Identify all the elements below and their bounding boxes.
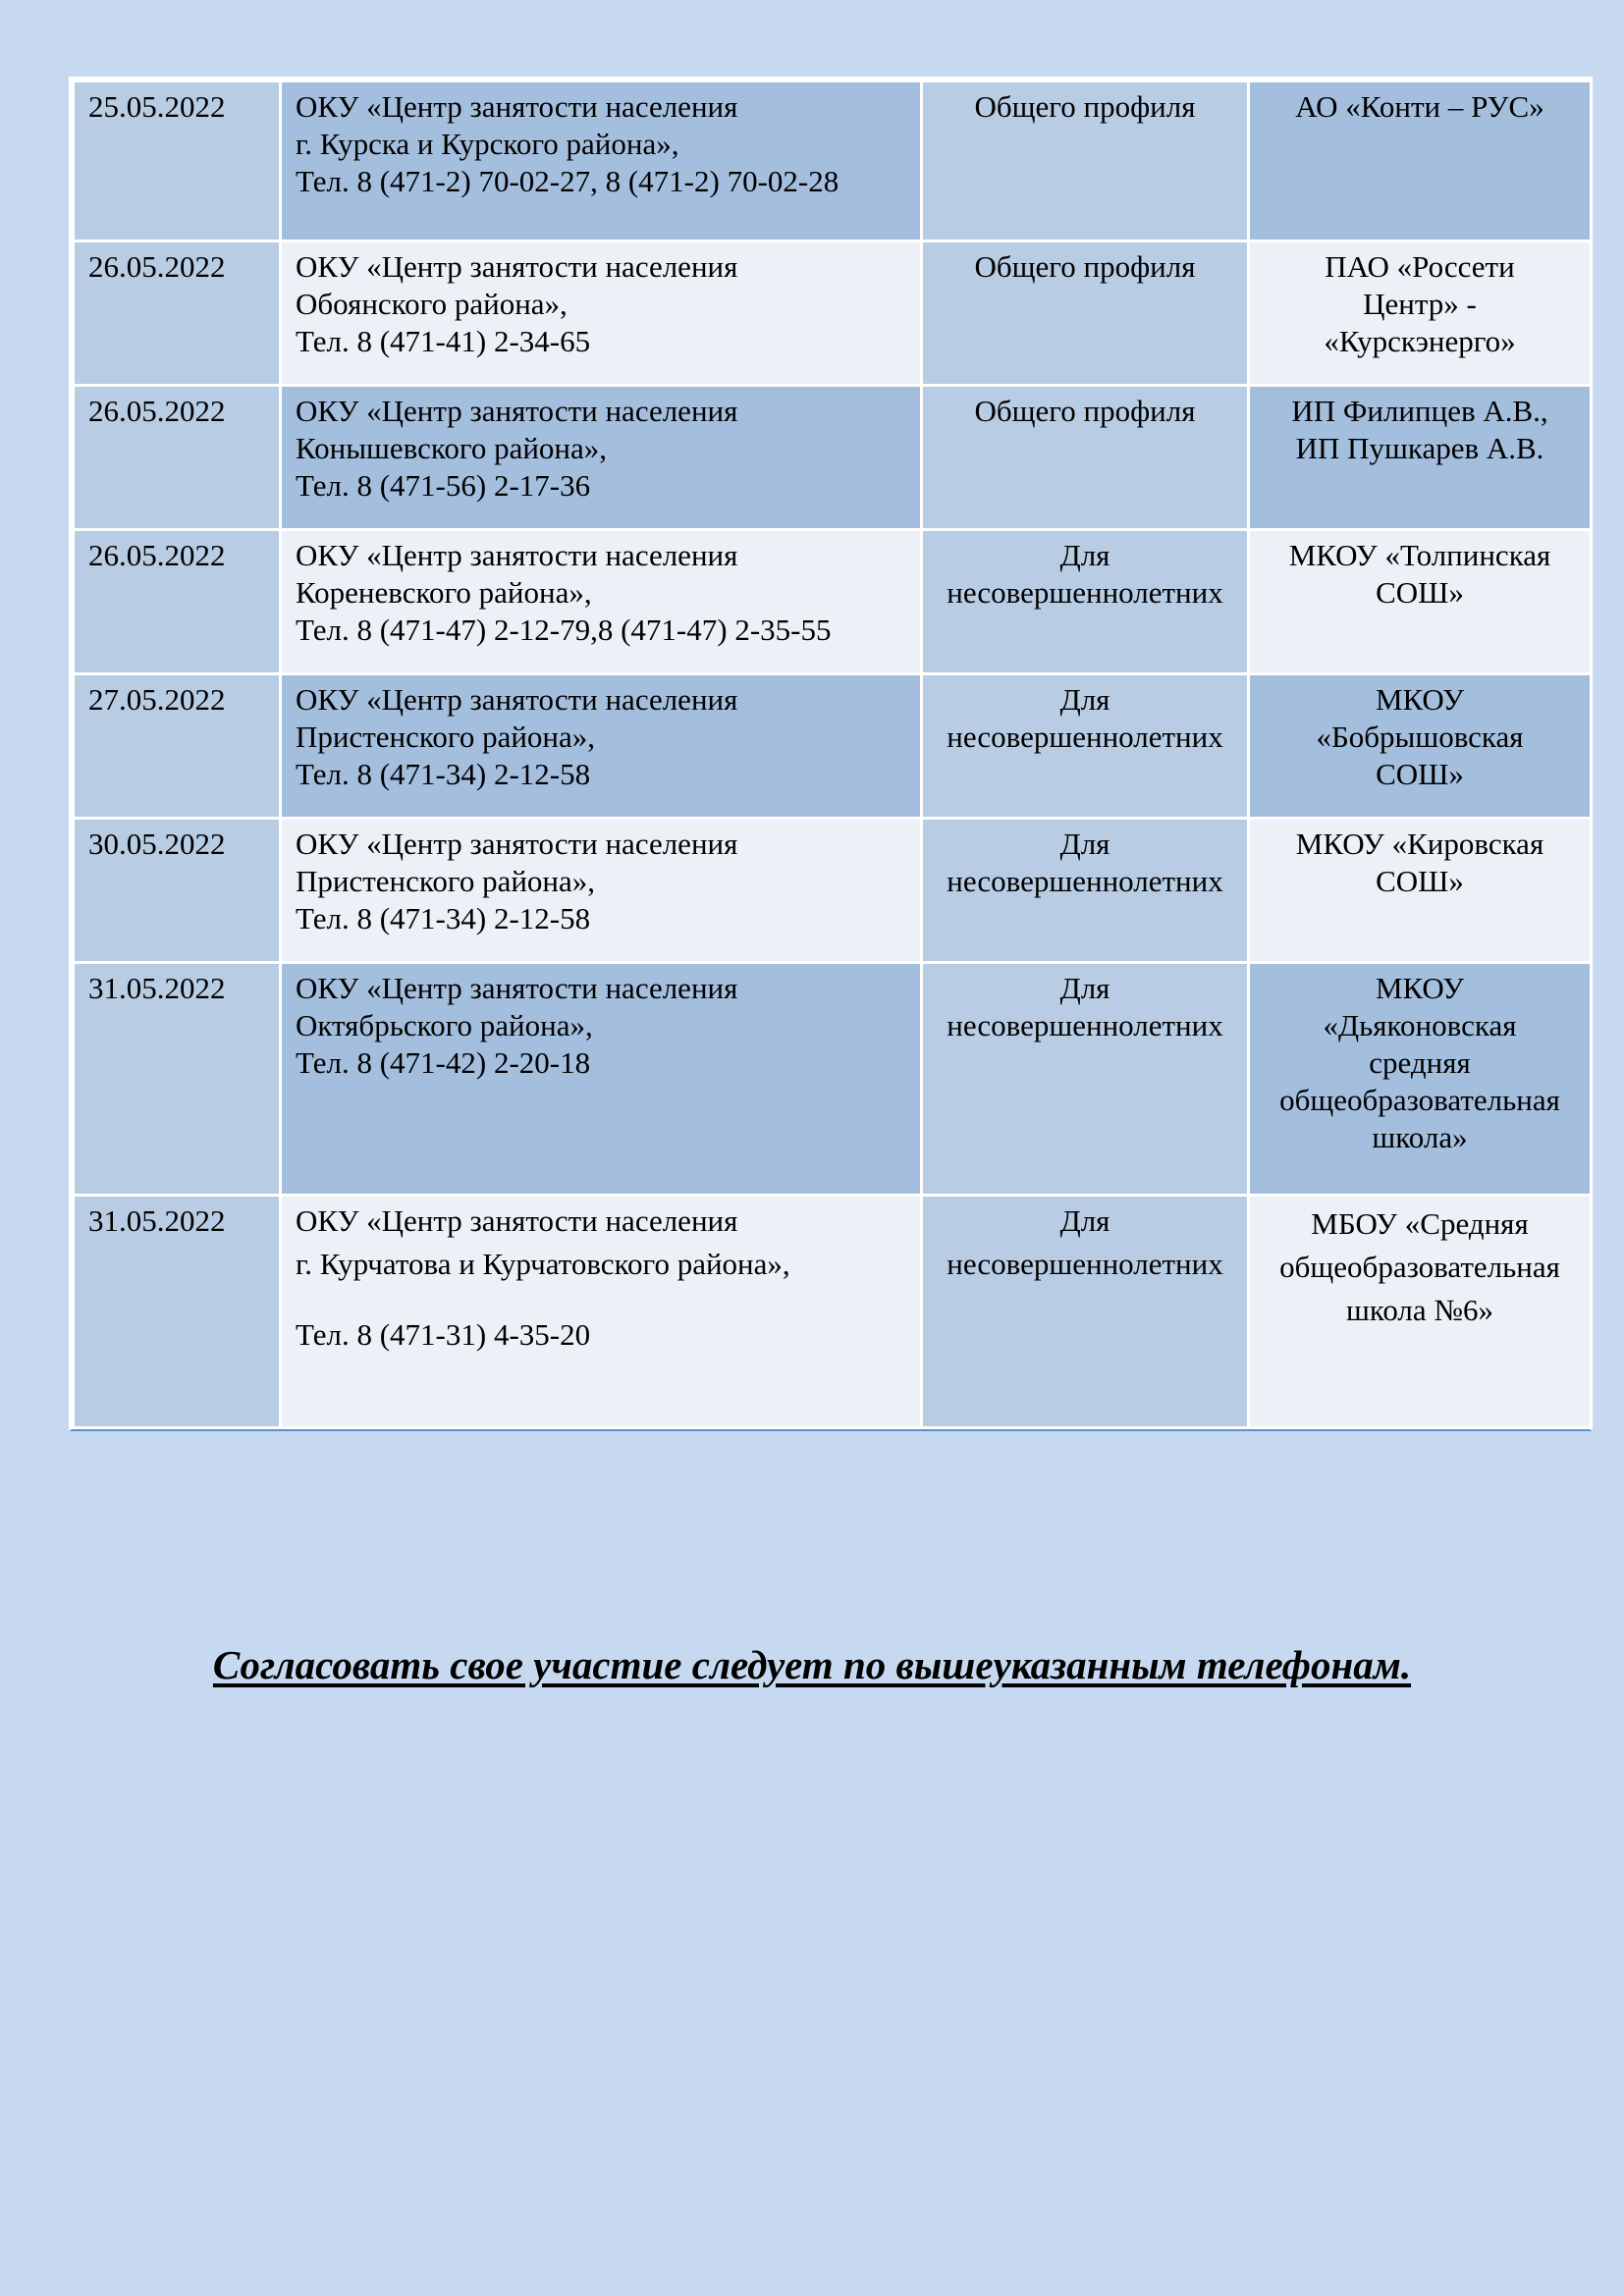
date-cell: 31.05.2022 [75,1197,279,1426]
date-cell: 30.05.2022 [75,820,279,961]
org-line: ОКУ «Центр занятости населения [296,89,738,124]
employer-line: СОШ» [1376,575,1464,610]
table-row [75,1197,1590,1426]
fair-type-line: Для [1059,971,1110,1005]
fair-type-cell [923,387,1247,528]
phone-line: Тел. 8 (471-34) 2-12-58 [296,757,591,791]
employer-cell [1250,531,1590,672]
employer-line: школа» [1372,1120,1468,1154]
employer-line: МКОУ [1375,971,1465,1005]
footer-note: Согласовать свое участие следует по вышеуказанным телефонам. [212,1642,1412,1687]
org-line: Октябрьского района», [296,1008,593,1042]
employer-line: ИП Филипцев А.В., [1291,394,1548,428]
table-row [75,531,1590,672]
employer-line: школа №6» [1345,1293,1493,1327]
fair-type-line: Общего профиля [974,89,1196,124]
employer-cell [1250,1197,1590,1426]
employer-line: «Курскэнерго» [1324,324,1516,358]
employer-line: «Дьяконовская [1323,1008,1517,1042]
org-line: ОКУ «Центр занятости населения [296,827,738,861]
employer-line: СОШ» [1376,757,1464,791]
org-line: ОКУ «Центр занятости населения [296,682,738,717]
table-row [75,242,1590,384]
phone-line: Тел. 8 (471-31) 4-35-20 [296,1317,591,1352]
employer-line: ИП Пушкарев А.В. [1295,431,1544,465]
organization-cell [282,964,920,1194]
employer-line: МКОУ «Толпинская [1288,538,1551,572]
fair-type-cell [923,1197,1247,1426]
org-line: ОКУ «Центр занятости населения [296,971,738,1005]
fair-type-cell [923,964,1247,1194]
date-cell: 25.05.2022 [75,82,279,240]
fair-type-line: Для [1059,827,1110,861]
employer-cell [1250,964,1590,1194]
organization-cell [282,1197,920,1426]
employer-cell [1250,820,1590,961]
employer-cell [1250,387,1590,528]
phone-line: Тел. 8 (471-34) 2-12-58 [296,901,591,935]
employer-line: АО «Конти – РУС» [1295,89,1544,124]
phone-line: Тел. 8 (471-42) 2-20-18 [296,1045,591,1080]
org-line: ОКУ «Центр занятости населения [296,249,738,284]
schedule-table [72,80,1593,1429]
fair-type-line: несовершеннолетних [947,864,1223,898]
fair-type-cell [923,675,1247,817]
date-cell: 26.05.2022 [75,242,279,384]
organization-cell [282,675,920,817]
fair-type-line: Общего профиля [974,394,1196,428]
organization-cell [282,531,920,672]
fair-type-cell [923,82,1247,240]
table-row [75,82,1590,240]
fair-type-line: Общего профиля [974,249,1196,284]
fair-type-line: Для [1059,682,1110,717]
org-line: Обоянского района», [296,287,568,321]
employer-cell [1250,675,1590,817]
date-cell: 27.05.2022 [75,675,279,817]
organization-cell [282,820,920,961]
table-row [75,964,1590,1194]
organization-cell [282,82,920,240]
organization-cell [282,387,920,528]
employer-line: общеобразовательная [1279,1083,1560,1117]
date-cell: 26.05.2022 [75,387,279,528]
employer-cell [1250,82,1590,240]
employer-line: МКОУ [1375,682,1465,717]
org-line: г. Курска и Курского района», [296,127,679,161]
employer-line: ПАО «Россети [1325,249,1515,284]
org-line: ОКУ «Центр занятости населения [296,394,738,428]
fair-type-line: несовершеннолетних [947,1247,1223,1281]
employer-line: СОШ» [1376,864,1464,898]
organization-cell [282,242,920,384]
employer-cell [1250,242,1590,384]
org-line: Пристенского района», [296,720,596,754]
employer-line: Центр» - [1363,287,1477,321]
phone-line: Тел. 8 (471-47) 2-12-79,8 (471-47) 2-35-55 [296,613,832,647]
org-line: Пристенского района», [296,864,596,898]
employer-line: МКОУ «Кировская [1295,827,1544,861]
org-line: г. Курчатова и Курчатовского района», [296,1247,790,1281]
phone-line: Тел. 8 (471-41) 2-34-65 [296,324,591,358]
fair-type-cell [923,242,1247,384]
schedule-table-frame [69,77,1593,1431]
fair-type-line: несовершеннолетних [947,1008,1223,1042]
fair-type-cell [923,820,1247,961]
org-line: Конышевского района», [296,431,608,465]
fair-type-line: Для [1059,538,1110,572]
org-line: ОКУ «Центр занятости населения [296,538,738,572]
fair-type-line: несовершеннолетних [947,720,1223,754]
fair-type-cell [923,531,1247,672]
fair-type-line: Для [1059,1203,1110,1238]
table-row [75,820,1590,961]
employer-line: общеобразовательная [1279,1250,1560,1284]
employer-line: средняя [1369,1045,1471,1080]
date-cell: 26.05.2022 [75,531,279,672]
table-row [75,387,1590,528]
fair-type-line: несовершеннолетних [947,575,1223,610]
employer-line: «Бобрышовская [1316,720,1524,754]
phone-line: Тел. 8 (471-56) 2-17-36 [296,468,591,503]
phone-line: Тел. 8 (471-2) 70-02-27, 8 (471-2) 70-02-28 [296,164,839,198]
table-row [75,675,1590,817]
org-line: ОКУ «Центр занятости населения [296,1203,738,1238]
employer-line: МБОУ «Средняя [1311,1206,1529,1241]
org-line: Кореневского района», [296,575,592,610]
date-cell: 31.05.2022 [75,964,279,1194]
